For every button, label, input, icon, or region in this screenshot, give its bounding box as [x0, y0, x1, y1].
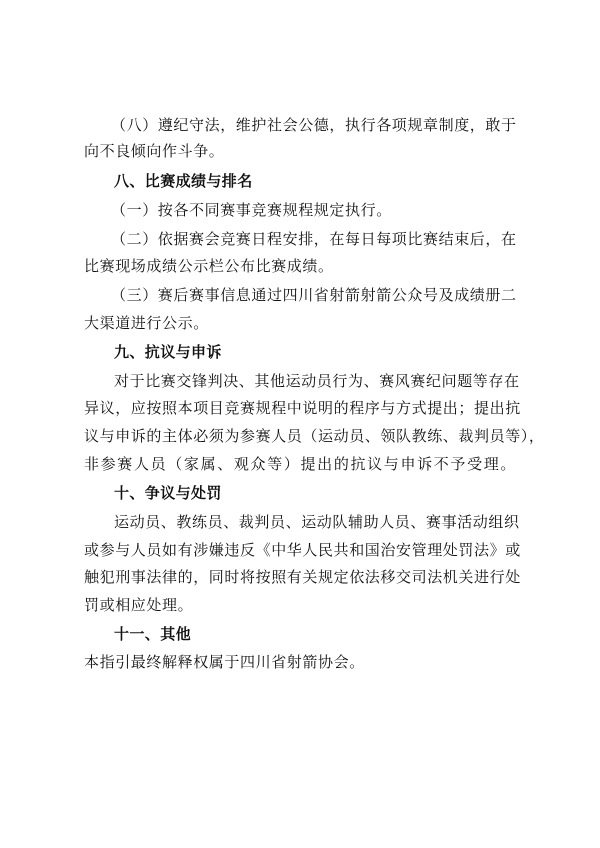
rules-item8-line1: （八）遵纪守法，维护社会公德，执行各项规章制度，敢于	[111, 116, 517, 134]
other-line1: 本指引最终解释权属于四川省射箭协会。	[84, 653, 365, 671]
results-item1: （一）按各不同赛事竞赛规程规定执行。	[111, 201, 392, 219]
other-heading: 十一、其他	[114, 625, 192, 643]
disputes-line4: 罚或相应处理。	[84, 596, 194, 614]
appeals-line3: 议与申诉的主体必须为参赛人员（运动员、领队教练、裁判员等），	[84, 427, 545, 445]
results-heading: 八、比赛成绩与排名	[114, 172, 253, 190]
results-item3-line2: 大渠道进行公示。	[84, 314, 209, 332]
results-item2-line1: （二）依据赛会竞赛日程安排，在每日每项比赛结束后，在	[111, 230, 517, 248]
disputes-line2: 或参与人员如有涉嫌违反《中华人民共和国治安管理处罚法》或	[84, 541, 521, 559]
appeals-line4: 非参赛人员（家属、观众等）提出的抗议与申诉不予受理。	[84, 455, 516, 473]
disputes-line3: 触犯刑事法律的，同时将按照有关规定依法移交司法机关进行处	[84, 568, 521, 586]
appeals-line2: 异议，应按照本项目竞赛规程中说明的程序与方式提出；提出抗	[84, 399, 521, 417]
rules-item8-line2: 向不良倾向作斗争。	[84, 142, 225, 160]
results-item3-line1: （三）赛后赛事信息通过四川省射箭射箭公众号及成绩册二	[111, 286, 517, 304]
disputes-line1: 运动员、教练员、裁判员、运动队辅助人员、赛事活动组织	[114, 513, 520, 531]
appeals-heading: 九、抗议与申诉	[114, 343, 222, 361]
disputes-heading: 十、争议与处罚	[114, 484, 222, 502]
appeals-line1: 对于比赛交锋判决、其他运动员行为、赛风赛纪问题等存在	[114, 372, 520, 390]
results-item2-line2: 比赛现场成绩公示栏公布比赛成绩。	[84, 257, 334, 275]
